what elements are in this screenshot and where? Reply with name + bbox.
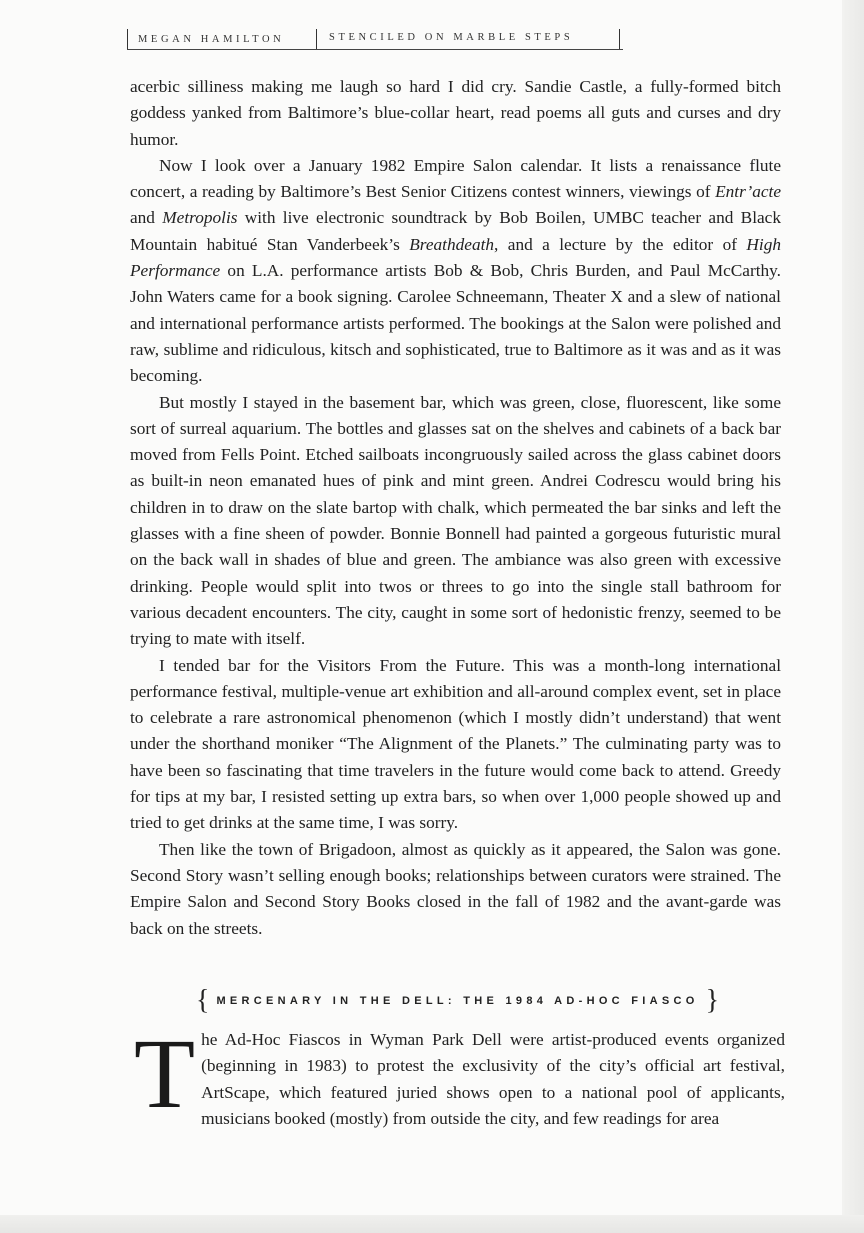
header-underline	[127, 49, 623, 50]
brace-open: {	[196, 985, 210, 1016]
paragraph-4: I tended bar for the Visitors From the Future. This was a month-long international performance festival, multiple-venue art exhibition and all-around complex event, set in place to celebrate a rare astronomical phenomenon (which I mostly didn’t understand) that went under the shorthand moniker “The Alignment of the Planets.” The culminating party was to have been so fascinating that time travelers in the future would come back to attend. Greedy for tips at my bar, I resisted setting up extra bars, so when over 1,000 people showed up and tried to get drinks at the same time, I was sorry.	[130, 655, 781, 833]
running-header	[127, 29, 622, 51]
paragraph-2	[130, 153, 781, 390]
section-opening-paragraph	[130, 1018, 785, 1132]
opening-paragraph-text: he Ad-Hoc Fiascos in Wyman Park Dell were artist-produced events organized (beginning in 1983) to protest the exclusivity of the city’s official art festival, ArtScape, which featured juried shows open to a national pool of applicants, musicians booked (mostly) from outside the city, and few readings for area	[201, 1030, 785, 1128]
drop-cap: T	[134, 1018, 196, 1129]
film-title-breathdeath: Breathdeath	[409, 234, 495, 254]
paragraph-5: Then like the town of Brigadoon, almost as quickly as it appeared, the Salon was gone. Second Story wasn’t selling enough books; relationships between curators were strained. The Empire Salon and Second Story Books closed in the fall of 1982 and the avant-garde was back on the streets.	[130, 839, 781, 938]
header-rule-divider	[316, 29, 317, 49]
body-text	[130, 74, 781, 942]
header-rule-right	[619, 29, 620, 49]
brace-close: }	[705, 985, 720, 1016]
page-edge-bottom	[0, 1215, 864, 1233]
section-title: MERCENARY IN THE DELL: THE 1984 AD-HOC FIASCO	[216, 995, 699, 1007]
paragraph-1: acerbic silliness making me laugh so hard I did cry. Sandie Castle, a fully-formed bitch goddess yanked from Baltimore’s blue-collar heart, read poems all guts and curses and dry humor.	[130, 77, 781, 149]
p2-text-d: on L.A. performance artists Bob & Bob, Chris Burden, and Paul McCarthy. John Waters came for a book signing. Carolee Schneemann, Theater X and a slew of national and international performance artists performed. The bookings at the Salon were polished and raw, sublime and ridiculous, kitsch and sophisticated, true to Baltimore as it was and as it was becoming.	[130, 261, 781, 386]
section-heading	[196, 987, 756, 1015]
paragraph-3: But mostly I stayed in the basement bar, which was green, close, fluorescent, like some sort of surreal aquarium. The bottles and glasses sat on the shelves and cabinets of a back bar moved from Fells Point. Etched sailboats incongruously sailed across the glass cabinet doors as built-in neon emanated hues of pink and mint green. Andrei Codrescu would bring his children in to draw on the slate bartop with chalk, which permeated the bar sinks and left the glasses with a fine sheen of powder. Bonnie Bonnell had painted a gorgeous futuristic mural on the back wall in shades of blue and green. The ambiance was also green with excessive drinking. People would split into twos or threes to go into the single stall bathroom for various decadent encounters. The city, caught in some sort of hedonistic frenzy, seemed to be trying to mate with itself.	[130, 392, 781, 649]
p2-text-and: and	[130, 208, 163, 228]
p2-text-c: , and a lecture by the editor of	[494, 234, 747, 254]
p2-text-a: Now I look over a January 1982 Empire Salon calendar. It lists a renaissance flute concert, a reading by Baltimore’s Best Senior Citizens contest winners, viewings of	[130, 155, 781, 202]
header-author: MEGAN HAMILTON	[138, 34, 285, 45]
film-title-entracte: Entr’acte	[715, 182, 781, 202]
magazine-title-high-performance: High Performance	[130, 234, 781, 281]
header-rule-left	[127, 29, 128, 49]
page-edge	[842, 0, 864, 1233]
header-book-title: STENCILED ON MARBLE STEPS	[329, 32, 574, 43]
p2-text-b: with live electronic soundtrack by Bob Boilen, UMBC teacher and Black Mountain habitué Stan Vanderbeek’s	[130, 208, 781, 254]
film-title-metropolis: Metropolis	[162, 208, 238, 228]
